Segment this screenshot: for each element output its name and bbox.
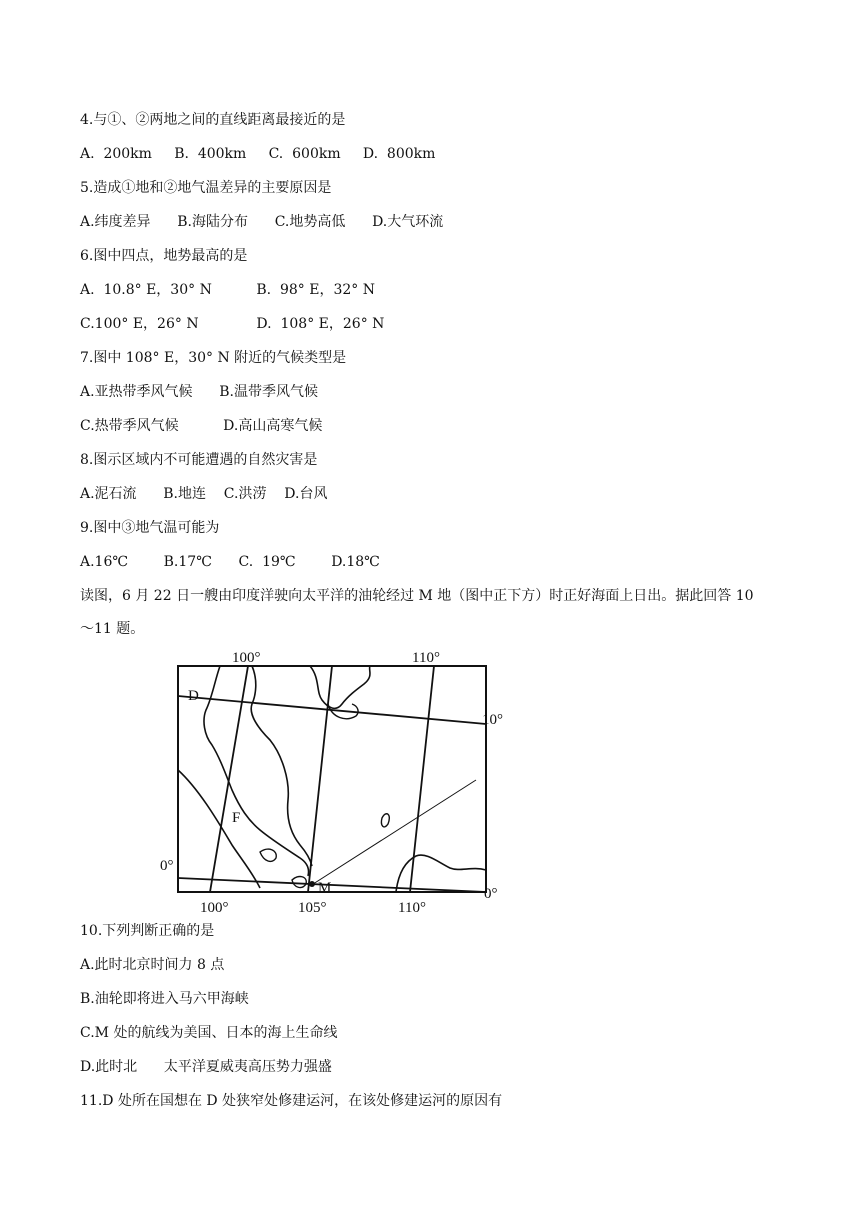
question-8-stem: 8.图示区域内不可能遭遇的自然灾害是: [80, 452, 318, 468]
question-5-stem: 5.造成①地和②地气温差异的主要原因是: [80, 180, 332, 196]
label-lon-110-top: 110°: [412, 650, 440, 666]
question-8-options: A.泥石流 B.地连 C.洪涝 D.台风: [80, 486, 328, 502]
label-lat-0-left: 0°: [160, 858, 174, 874]
question-5-options: A.纬度差异 B.海陆分布 C.地势高低 D.大气环流: [80, 214, 444, 230]
label-lat-10-right: 10°: [482, 712, 503, 728]
question-7-options-cd: C.热带季风气候 D.高山高寒气候: [80, 418, 323, 434]
parallel-0: [178, 878, 486, 892]
question-10-option-c: C.M 处的航线为美国、日本的海上生命线: [80, 1025, 338, 1041]
question-11-stem: 11.D 处所在国想在 D 处狭窄处修建运河，在该处修建运河的原因有: [80, 1093, 503, 1109]
shipping-route: [310, 780, 476, 886]
reading-prompt: 读图，6 月 22 日一艘由印度洋驶向太平洋的油轮经过 M 地（图中正下方）时正好海面上日出。据此回答 10: [80, 588, 754, 604]
point-m-marker: [309, 881, 315, 887]
label-lon-100-bottom: 100°: [200, 900, 229, 915]
island-outline: [381, 814, 389, 827]
label-lat-0-right: 0°: [484, 886, 498, 902]
reading-prompt-continued: ～11 题。: [80, 621, 145, 637]
question-4-stem: 4.与①、②两地之间的直线距离最接近的是: [80, 112, 346, 128]
question-10-option-d: D.此时北 太平洋夏威夷高压势力强盛: [80, 1059, 332, 1075]
question-10-stem: 10.下列判断正确的是: [80, 923, 215, 939]
label-point-f: F: [232, 810, 241, 826]
question-7-stem: 7.图中 108° E，30° N 附近的气候类型是: [80, 350, 347, 366]
strait-map: [160, 640, 510, 915]
question-6-options-cd: C.100° E，26° N D. 108° E，26° N: [80, 316, 385, 332]
question-10-option-a: A.此时北京时间力 8 点: [80, 957, 225, 973]
question-10-option-b: B.油轮即将进入马六甲海峡: [80, 991, 249, 1007]
malay-peninsula-west-coast: [204, 666, 309, 876]
question-9-options: A.16℃ B.17℃ C. 19℃ D.18℃: [80, 554, 380, 570]
question-6-options-ab: A. 10.8° E，30° N B. 98° E，32° N: [80, 282, 375, 298]
question-4-options: A. 200km B. 400km C. 600km D. 800km: [80, 146, 436, 162]
island-near-strait: [260, 849, 276, 861]
label-lon-110-bottom: 110°: [398, 900, 426, 915]
label-point-m: M: [318, 880, 332, 896]
meridian-105: [308, 666, 332, 892]
gulf-coast-north: [310, 666, 370, 708]
question-7-options-ab: A.亚热带季风气候 B.温带季风气候: [80, 384, 318, 400]
island-near-m: [292, 877, 306, 888]
label-point-d: D: [188, 688, 199, 704]
parallel-10n: [178, 696, 486, 724]
borneo-coast: [396, 855, 486, 892]
label-lon-100-top: 100°: [232, 650, 261, 666]
label-lon-105-bottom: 105°: [298, 900, 327, 915]
question-9-stem: 9.图中③地气温可能为: [80, 520, 220, 536]
question-6-stem: 6.图中四点，地势最高的是: [80, 248, 248, 264]
malay-peninsula-east-coast: [251, 666, 312, 866]
sumatra-coast: [178, 770, 260, 888]
